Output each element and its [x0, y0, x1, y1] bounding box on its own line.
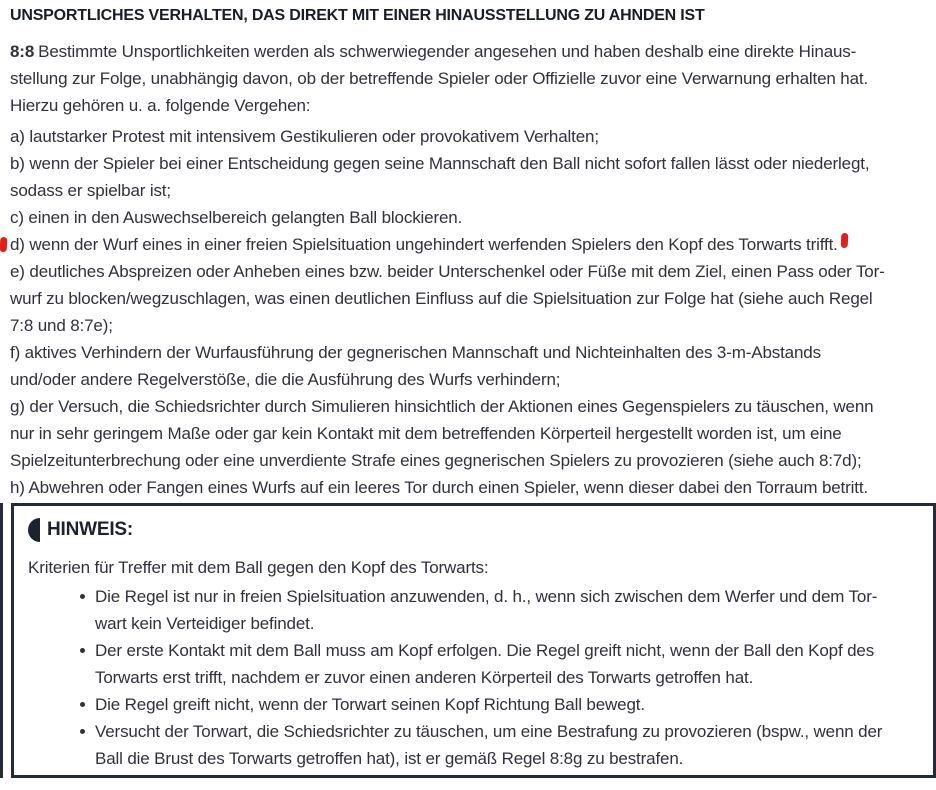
- list-item-c: c) einen in den Auswechselbereich gelangten Ball blockieren.: [10, 208, 463, 227]
- page-title: UNSPORTLICHES VERHALTEN, DAS DIREKT MIT EINER HINAUSSTELLUNG ZU AHNDEN IST: [10, 7, 705, 24]
- note-bullet-text: Die Regel greift nicht, wenn der Torwart seinen Kopf Richtung Ball bewegt.: [95, 695, 645, 714]
- note-bullet-list: [28, 583, 923, 772]
- intro-line: Hierzu gehören u. a. folgende Vergehen:: [10, 96, 311, 115]
- list-item-f: f) aktives Verhindern der Wurfausführung der gegnerischen Mannschaft und Nichteinhalten des 3-m-Abstands: [10, 343, 821, 362]
- note-bullet-text: Ball die Brust des Torwarts getroffen hat), ist er gemäß Regel 8:8g zu bestrafen.: [95, 749, 684, 768]
- list-item-g-continued: nur in sehr geringem Maße oder gar kein Kontakt mit dem betreffenden Körperteil hergestellt worden ist, um eine: [10, 424, 842, 443]
- bullet-icon: [80, 594, 85, 599]
- list-item-e-continued: wurf zu blocken/wegzuschlagen, was einen deutlichen Einfluss auf die Spielsituation zur Folge hat (siehe auch Regel: [10, 289, 873, 308]
- bullet-icon: [80, 702, 85, 707]
- redline-marker-start-icon: [0, 237, 7, 252]
- note-bullet-text: Torwarts erst trifft, nachdem er zuvor einen anderen Körperteil des Torwarts getroffen hat.: [95, 668, 754, 687]
- note-bullet-text: wart kein Verteidiger befindet.: [95, 614, 315, 633]
- half-circle-icon: [28, 518, 40, 542]
- note-bullet: [28, 583, 923, 637]
- bullet-icon: [80, 729, 85, 734]
- list-item-b-continued: sodass er spielbar ist;: [10, 181, 171, 200]
- note-bullet: [28, 691, 923, 718]
- list-item-h: h) Abwehren oder Fangen eines Wurfs auf ein leeres Tor durch einen Spieler, wenn dieser dabei den Torraum betritt.: [10, 478, 868, 497]
- rule-number: 8:8: [10, 42, 35, 61]
- note-bullet-text: Versucht der Torwart, die Schiedsrichter zu täuschen, um eine Bestrafung zu provozieren (bspw., wenn der: [95, 722, 883, 741]
- note-bullet: [28, 637, 923, 691]
- list-item-a: a) lautstarker Protest mit intensivem Gestikulieren oder provokativem Verhalten;: [10, 127, 599, 146]
- redline-marker-end-icon: [840, 233, 848, 248]
- list-item-g-continued: Spielzeitunterbrechung oder eine unverdiente Strafe eines gegnerischen Spielers zu provozieren (siehe auch 8:7d);: [10, 451, 862, 470]
- bullet-icon: [80, 648, 85, 653]
- list-item-d-text: d) wenn der Wurf eines in einer freien Spielsituation ungehindert werfenden Spielers den Kopf des Torwarts trifft.: [10, 235, 838, 254]
- note-lead: Kriterien für Treffer mit dem Ball gegen den Kopf des Torwarts:: [28, 558, 489, 577]
- note-box: [11, 503, 936, 778]
- list-item-g: g) der Versuch, die Schiedsrichter durch Simulieren hinsichtlich der Aktionen eines Gegenspielers zu täuschen, wenn: [10, 397, 874, 416]
- rule-intro-paragraph: [10, 38, 930, 119]
- intro-line: stellung zur Folge, unabhängig davon, ob der betreffende Spieler oder Offizielle zuvor eine Verwarnung erhalten hat.: [10, 69, 869, 88]
- note-bullet: [28, 718, 923, 772]
- note-title-label: HINWEIS:: [47, 519, 134, 540]
- list-item-b: b) wenn der Spieler bei einer Entscheidung gegen seine Mannschaft den Ball nicht sofort fallen lässt oder niederlegt,: [10, 154, 870, 173]
- intro-line-text: Bestimmte Unsportlichkeiten werden als schwerwiegender angesehen und haben deshalb eine direkte Hinaus-: [38, 42, 857, 61]
- list-item-d: [10, 231, 930, 258]
- list-item-f-continued: und/oder andere Regelverstöße, die die Ausführung des Wurfs verhindern;: [10, 370, 561, 389]
- offence-list: [10, 123, 930, 501]
- list-item-e-continued: 7:8 und 8:7e);: [10, 316, 113, 335]
- note-title: [28, 516, 923, 544]
- list-item-e: e) deutliches Abspreizen oder Anheben eines bzw. beider Unterschenkel oder Füße mit dem Ziel, einen Pass oder Tor-: [10, 262, 885, 281]
- intro-line: [10, 38, 930, 65]
- note-bullet-text: Die Regel ist nur in freien Spielsituation anzuwenden, d. h., wenn sich zwischen dem Werfer und dem Tor-: [95, 587, 878, 606]
- note-bullet-text: Der erste Kontakt mit dem Ball muss am Kopf erfolgen. Die Regel greift nicht, wenn der Ball den Kopf des: [95, 641, 875, 660]
